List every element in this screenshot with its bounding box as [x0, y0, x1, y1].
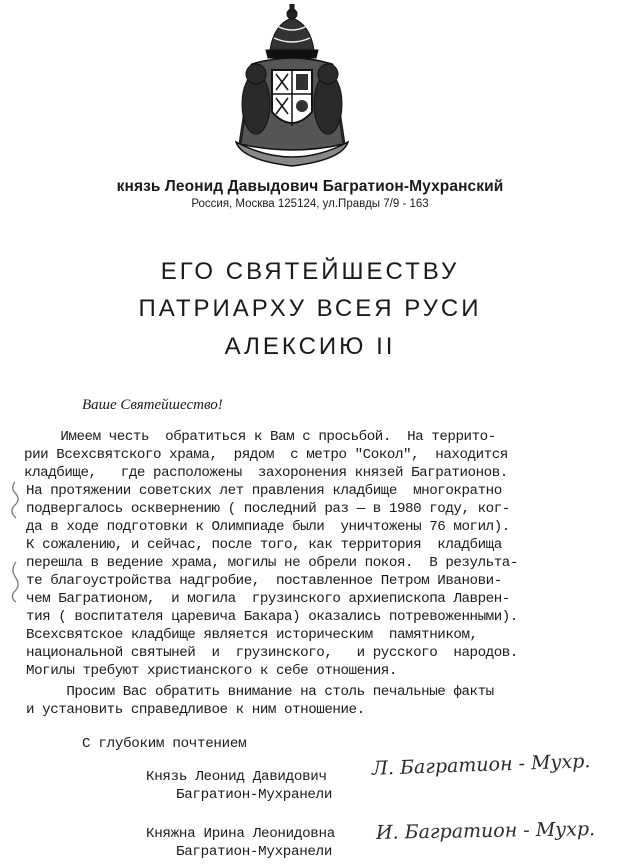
addressee-line-1: ЕГО СВЯТЕЙШЕСТВУ: [160, 258, 460, 285]
body-line: Всехсвятское кладбище является историческим памятником,: [26, 627, 478, 643]
sender-address: Россия, Москва 125124, ул.Правды 7/9 - 163: [191, 198, 429, 210]
body-line: рии Всехсвятского храма, рядом с метро "Сокол", находится: [24, 447, 508, 463]
closing-phrase: С глубоким почтением: [82, 736, 247, 752]
salutation: Ваше Святейшество!: [82, 397, 223, 413]
body-line: те благоустройства надгробие, поставленное Петром Иванови-: [26, 573, 502, 589]
signatory-2-name: Княжна Ирина Леонидовна: [146, 826, 335, 842]
signature-2: И. Багратион - Мухр.: [375, 818, 596, 844]
body-line: да в ходе подготовки к Олимпиаде были уничтожены 76 могил).: [26, 519, 510, 535]
body-line: На протяжении советских лет правления кладбище многократно: [26, 483, 502, 499]
signature-1: Л. Багратион - Мухр.: [371, 750, 591, 780]
body-line: Могилы требуют христианского к себе отношения.: [26, 663, 397, 679]
margin-squiggle-mark: [8, 560, 22, 604]
sender-name: князь Леонид Давыдович Багратион-Мухранский: [116, 178, 504, 195]
coat-of-arms-emblem: [222, 4, 362, 170]
body-line: К сожалению, и сейчас, после того, как территория кладбища: [26, 537, 502, 553]
signatory-1-name: Князь Леонид Давидович: [146, 769, 327, 785]
margin-squiggle-mark: [8, 480, 22, 520]
body-line: Имеем честь обратиться к Вам с просьбой. На террито-: [20, 429, 496, 445]
body-line: кладбище, где расположены захоронения князей Багратионов.: [24, 465, 508, 481]
body-line: чем Багратионом, и могила грузинского архиепископа Лаврен-: [26, 591, 510, 607]
addressee-line-2: ПАТРИАРХУ ВСЕЯ РУСИ: [138, 295, 482, 322]
body-line: тия ( воспитателя царевича Бакара) оказались потревоженными).: [26, 609, 518, 625]
body-line: подвергалось осквернению ( последний раз — в 1980 году, ког-: [26, 501, 510, 517]
signatory-2-surname: Багратион-Мухранели: [176, 844, 333, 860]
body-line: Просим Вас обратить внимание на столь печальные факты: [26, 684, 494, 700]
signatory-1-surname: Багратион-Мухранели: [176, 787, 333, 803]
body-line: перешла в ведение храма, могилы не обрели покоя. В результа-: [26, 555, 518, 571]
addressee-line-3: АЛЕКСИЮ II: [224, 333, 396, 360]
body-line: национальной святыней и грузинского, и русского народов.: [26, 645, 518, 661]
body-line: и установить справедливое к ним отношение.: [26, 702, 365, 718]
